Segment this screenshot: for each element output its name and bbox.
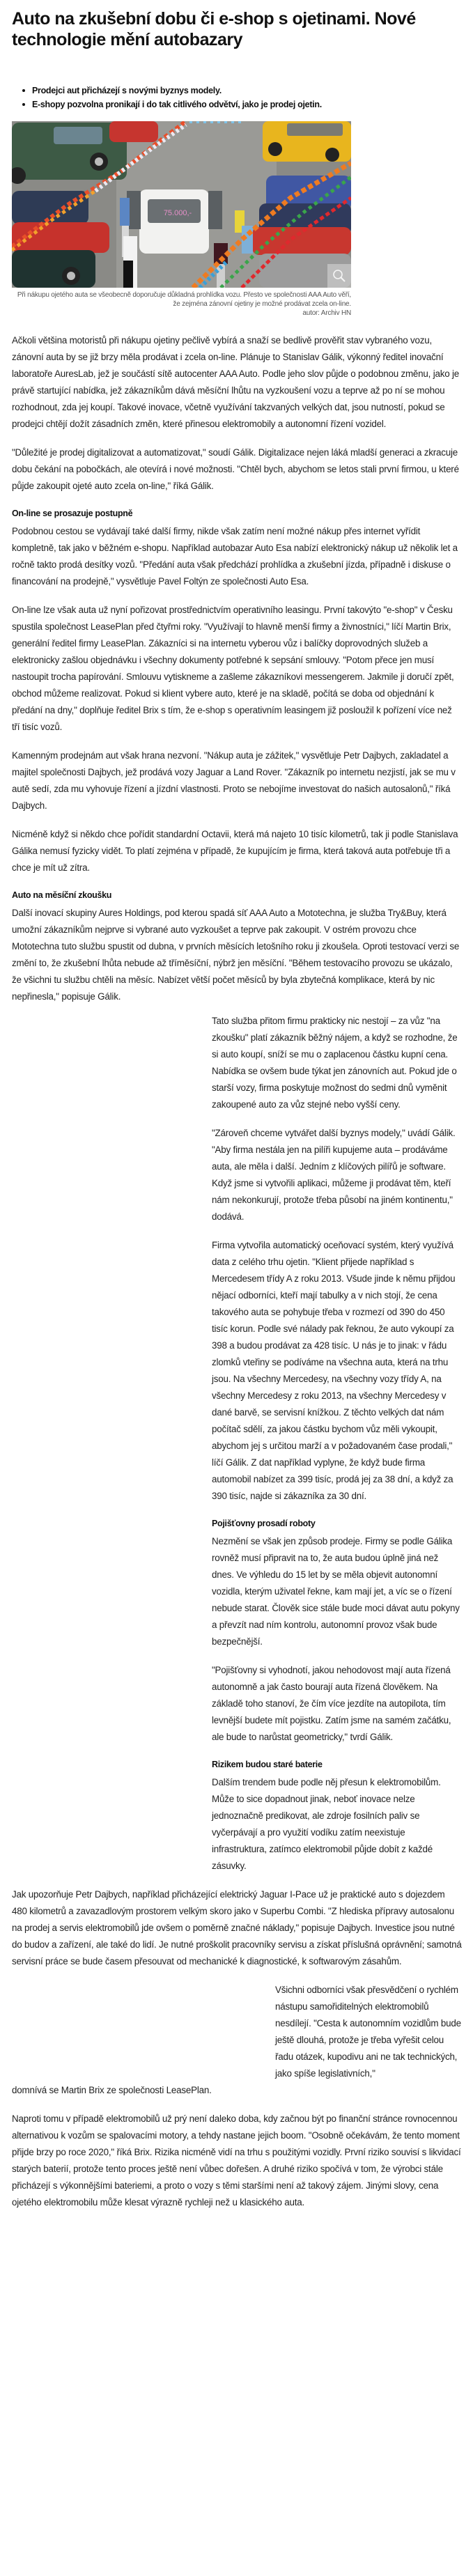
image-caption xyxy=(12,290,351,318)
perex-list xyxy=(12,84,462,111)
section-heading: Pojišťovny prosadí roboty xyxy=(212,1519,316,1528)
magnifier-icon xyxy=(332,269,346,283)
paragraph: Ačkoli většina motoristů při nákupu ojetiny pečlivě vybírá a snaží se bedlivě prověřit stav vybraného vozu, zánovní auta by se již brzy měla prodávat i zcela on-line. Plánuje to Stanislav Gálik, výkonný ředitel inovační laboratoře AuresLab, jež je součástí sítě autocenter AAA Auto. Podle jeho slov půjde o podobnou změnu, jako je právě startující nabídka, jež zákazníkům dává měsíční lhůtu na vyzkoušení vozu a teprve až po ní se mohou rozhodnout, zda jej koupí. Takové inovace, včetně využívání takzvaných velkých dat, jsou nutností, pokud se prodejci chtějí dožít zásadních změn, které přinesou elektromobily a autonomní řízení vozidel. xyxy=(12,335,460,429)
paragraph: Jak upozorňuje Petr Dajbych, například přicházející elektrický Jaguar I-Pace už je praktické auto s dojezdem 480 kilometrů a zavazadlovým prostorem velkým skoro jako v Superbu Combi. "Z hlediska přípravy autosalonu na prodej a servis elektromobilů jde ovšem o poměrně značné náklady," popisuje Dajbych. Investice jsou nutné do budov a zařízení, ale také do lidí. Je nutné proškolit pracovníky servisu a získat příslušná oprávnění; samotná servisní práce se bude časem přesouvat od mechanické k diagnostické, k softwarovým zásahům. xyxy=(12,1889,462,1966)
indented-column xyxy=(212,1013,462,1875)
paragraph: Další inovací skupiny Aures Holdings, pod kterou spadá síť AAA Auto a Mototechna, je služba Try&Buy, která umožní zákazníkům nejprve si vybrané auto vyzkoušet a teprve pak zakoupit. V ostrém provozu chce Mototechna tuto službu spustit od dubna, v prvních měsících letošního roku ji zkoušela. Oproti testovací verzi se změní to, že zkušební lhůta nebude až tříměsíční, nýbrž jen měsíční. "Během testovacího provozu se ukázalo, že všichni tu službu chtěli na měsíc. Nabízet větší počet měsíců by byla zbytečná komplikace, která by nic nepřinesla," popisuje Gálik. xyxy=(12,908,460,1002)
section-heading: Rizikem budou staré baterie xyxy=(212,1760,323,1769)
svg-text:75.000,-: 75.000,- xyxy=(163,209,192,217)
paragraph: "Zároveň chceme vytvářet další byznys modely," uvádí Gálik. "Aby firma nestála jen na pilíři kupujeme auta – prodáváme auta, ale měla i další. Jedním z klíčových pilířů je software. Když jsme si vytvořili aplikaci, můžeme ji prodávat těm, kteří nám nekonkurují, protože třeba působí na jiném kontinentu," dodává. xyxy=(212,1128,456,1222)
perex-item: E-shopy pozvolna pronikají i do tak citlivého odvětví, jako je prodej ojetin. xyxy=(22,98,462,111)
perex-item: Prodejci aut přicházejí s novými byznys modely. xyxy=(22,84,462,98)
paragraph: Kamenným prodejnám aut však hrana nezvoní. "Nákup auta je zážitek," vysvětluje Petr Dajbych, zakladatel a majitel společnosti Dajbych, jež prodává vozy Jaguar a Land Rover. "Zákazník po internetu nezjistí, jak se mu v autě sedí, zda mu vyhovuje řízení a jízdní vlastnosti. Proto se nebojíme investovat do našich autosalonů," říká Dajbych. xyxy=(12,750,456,811)
article-photo[interactable] xyxy=(12,121,351,288)
section-heading: On-line se prosazuje postupně xyxy=(12,509,133,518)
indented-column xyxy=(275,1982,462,2082)
paragraph: Tato služba přitom firmu prakticky nic nestojí – za vůz "na zkoušku" platí zákazník běžný nájem, a když se rozhodne, že si auto koupí, sníží se mu o zaplacenou částku kupní cena. Nabídka se ovšem bude týkat jen zánovních aut. Pokud jde o starší vozy, firma poskytuje možnost do sedmi dnů vyměnit zakoupené auto za vůz stejné nebo vyšší ceny. xyxy=(212,1016,458,1110)
paragraph: Nezmění se však jen způsob prodeje. Firmy se podle Gálika rovněž musí připravit na to, že auta budou úplně jiná než dnes. Ve výhledu do 15 let by se měla objevit autonomní vozidla, kterým uživatel řekne, kam mají jet, a víc se o řízení nebude starat. Člověk sice stále bude moci dávat autu pokyny a převzít nad ním kontrolu, autonomní provoz však bude bezpečnější. xyxy=(212,1536,460,1647)
paragraph: Všichni odborníci však přesvědčení o rychlém nástupu samořiditelných elektromobilů nesdílejí. "Cesta k autonomním vozidlům bude ještě dlouhá, protože je třeba vyřešit celou řadu otázek, kupodivu ani ne tak technických, jako spíše legislativních," xyxy=(275,1985,461,2079)
paragraph: On-line lze však auta už nyní pořizovat prostřednictvím operativního leasingu. První takovýto "e-shop" v Česku spustila společnost LeasePlan před čtyřmi roky. "Využívají to hlavně menší firmy a živnostníci," líčí Martin Brix, generální ředitel firmy LeasePlan. Zákazníci si na internetu vyberou vůz i balíčky doprovodných služeb a elektronicky zašlou objednávku i všechny dokumenty potřebné k sepsání smlouvy. "Potom přece jen musí nastoupit trocha papírování. Smlouvu vytiskneme a zašleme zákazníkovi messengerem. Jakmile ji doručí zpět, obchod můžeme realizovat. Pokud si klient vybere auto, které je na skladě, počítá se doba od objednání k předání na dny," doplňuje ředitel Brix s tím, že e-shop s operativním leasingem již posloužil k pořízení více než tří tisíc vozů. xyxy=(12,605,454,732)
paragraph: Firma vytvořila automatický oceňovací systém, který využívá data z celého trhu ojetin. "Klient přijede například s Mercedesem třídy A z roku 2013. Všude jinde k němu přijdou nějací odborníci, kteří mají tabulky a v nich stojí, že cena takového auta se pohybuje třeba v rozmezí od 390 do 450 tisíc korun. Podle své nálady pak řeknou, že auto vykoupí za 398 a budou prodávat za 428 tisíc. U nás je to jinak: v řádu zlomků vteřiny se podíváme na všechna auta, která na trhu jsou. Na všechny Mercedesy, na všechny vozy třídy A, na všechny Mercedesy z roku 2013, na všechny Mercedesy v dané barvě, se servisní knížkou. Z těchto velkých dat nám počítač sdělí, za jakou částku bychom vůz měli vykoupit, abychom jej s určitou marží a v požadovaném čase prodali," líčí Gálik. Z dat například vyplyne, že když bude firma automobil nabízet za 399 tisíc, prodá jej za 38 dní, a když za 390 tisíc, najde si zákazníka za 30 dní. xyxy=(212,1240,456,1501)
caption-text: Při nákupu ojetého auta se všeobecně doporučuje důkladná prohlídka vozu. Přesto ve společnosti AAA Auto věří, že zejména zánovní ojetiny je možné prodávat zcela on-line. xyxy=(17,291,351,308)
paragraph: Dalším trendem bude podle něj přesun k elektromobilům. Může to sice dopadnout jinak, neboť inovace nelze jednoznačně predikovat, ale zdroje fosilních paliv se vyčerpávají a pro využití vodíku zatím neexistuje infrastruktura, zatímco elektromobil půjde dobít z každé zásuvky. xyxy=(212,1777,441,1871)
section-heading: Auto na měsíční zkoušku xyxy=(12,890,112,900)
paragraph: "Důležité je prodej digitalizovat a automatizovat," soudí Gálik. Digitalizace nejen láká mladší generaci a zkracuje dobu čekání na pobočkách, ale otevírá i nové možnosti. "Chtěl bych, abychom se letos stali první firmou, u které půjde zakoupit ojeté auto zcela on-line," říká Gálik. xyxy=(12,447,459,491)
article-title: Auto na zkušební dobu či e-shop s ojetinami. Nové technologie mění autobazary xyxy=(12,9,416,49)
paragraph: Naproti tomu v případě elektromobilů už prý není daleko doba, kdy začnou být po finanční stránce rovnocennou alternativou k vozům se spalovacími motory, a tehdy nastane jejich boom. "Osobně očekávám, že tento moment přijde brzy po roce 2020," říká Brix. Rizika nicméně vidí na trhu s použitými vozidly. První riziko souvisí s likvidací starých baterií, protože tento proces ještě není vůbec dořešen. A druhé riziko spočívá v tom, že výrobci stále přicházejí s výkonnějšími bateriemi, a proto o vozy s těmi staršími není až takový zájem. Jinými slovy, cena ojetého elektromobilu může klesat výrazně rychleji než u klasického auta. xyxy=(12,2113,461,2208)
image-zoom-button[interactable] xyxy=(327,264,351,288)
article-figure xyxy=(12,121,351,318)
paragraph: domnívá se Martin Brix ze společnosti LeasePlan. xyxy=(12,2085,212,2095)
caption-author: autor: Archiv HN xyxy=(302,309,351,317)
paragraph: Podobnou cestou se vydávají také další firmy, nikde však zatím není možné nákup přes internet vyřídit kompletně, tak jako v běžném e-shopu. Například autobazar Auto Esa nabízí elektronický nákup už několik let a ročně takto prodá desítky vozů. "Předání auta však předchází prohlídka a zkušební jízda, případně i diskuse o financování na prodejně," vysvětluje Pavel Foltýn ze společnosti Auto Esa. xyxy=(12,526,458,587)
paragraph: "Pojišťovny si vyhodnotí, jakou nehodovost mají auta řízená autonomně a jak často bourají auta řízená člověkem. Na základě toho stanoví, že čím více jezdíte na autopilota, tím levnější budete mít pojistku. Zatím jsme na samém začátku, ale bude to narůstat geometricky," tvrdí Gálik. xyxy=(212,1665,451,1742)
paragraph: Nicméně když si někdo chce pořídit standardní Octavii, která má najeto 10 tisíc kilometrů, tak ji podle Stanislava Gálika nemusí fyzicky vidět. To platí zejména v případě, že kupujícím je firma, která taková auta potřebuje tři a chce je mít už zítra. xyxy=(12,829,458,873)
car-lot-photo-illustration xyxy=(12,121,351,288)
